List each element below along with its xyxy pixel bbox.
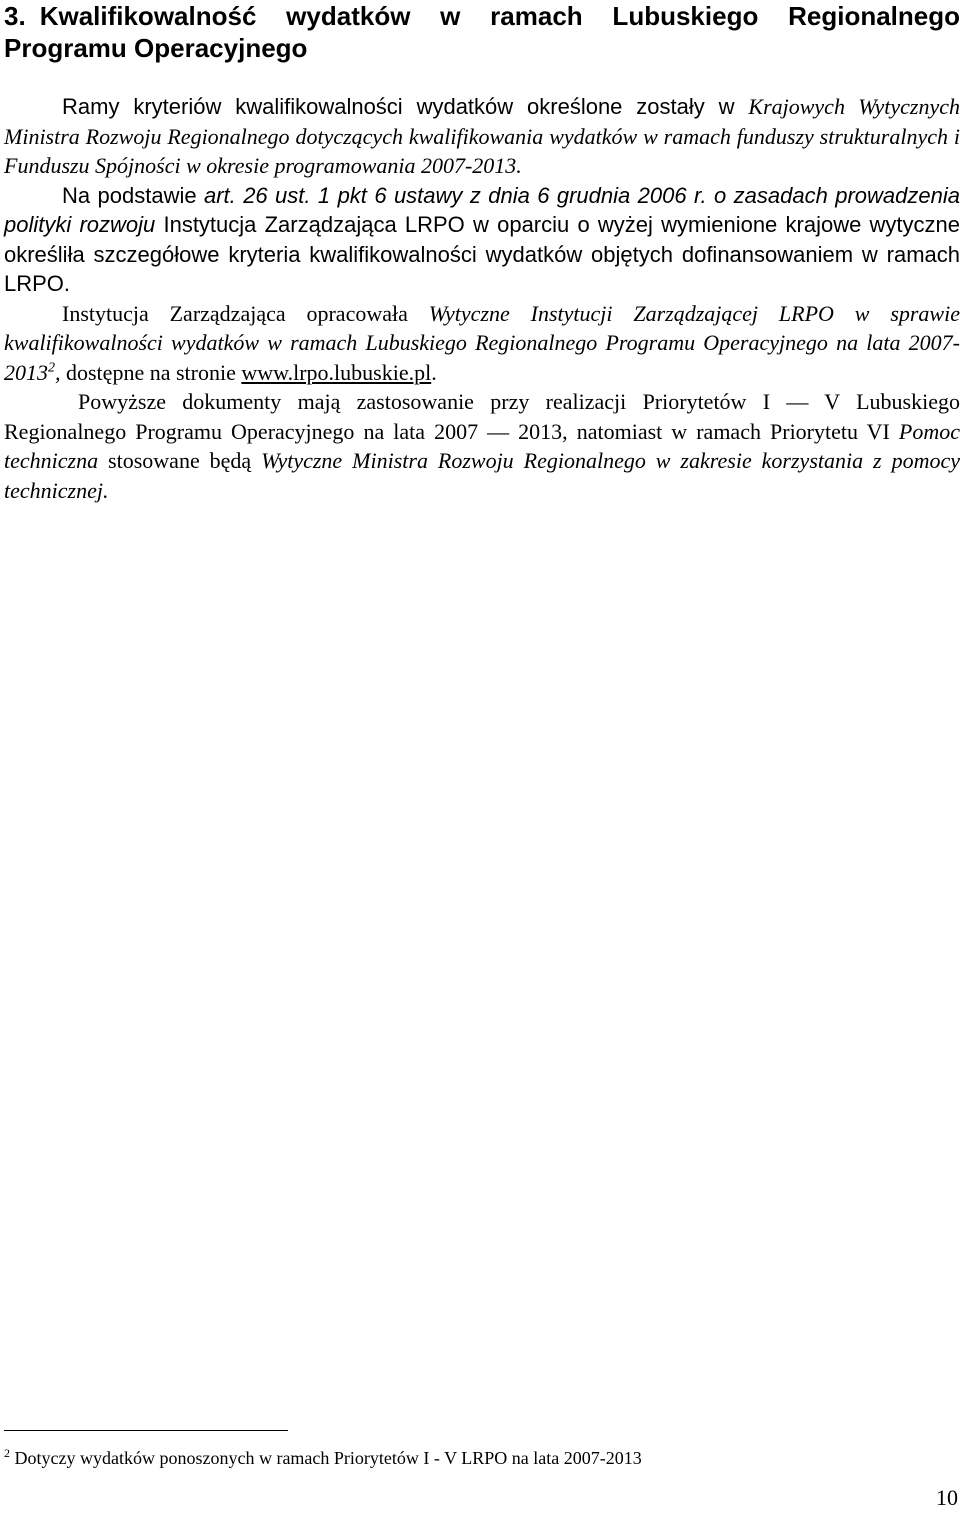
paragraph-4-text: Powyższe dokumenty mają zastosowanie przy realizacji Priorytetów I — V Lubuskiego Regionalnego Programu Operacyjnego na lata 2007 — 2013, natomiast w ramach Priorytetu VI (4, 389, 960, 444)
paragraph-4-mid: stosowane będą (98, 448, 262, 473)
page-number: 10 (936, 1485, 958, 1510)
footnote-separator (4, 1430, 288, 1431)
paragraph-1 (4, 92, 960, 181)
section-title: Kwalifikowalność wydatków w ramach Lubuskiego Regionalnego Programu Operacyjnego (4, 1, 960, 63)
act-citation: art. 26 ust. 1 pkt 6 ustawy z dnia 6 grudnia 2006 r. o zasadach prowadzenia polityki rozwoju (4, 182, 960, 237)
paragraph-2-text: Na podstawie (62, 182, 204, 208)
paragraph-3 (4, 299, 960, 388)
footnote-mark: 2 (4, 1446, 10, 1460)
paragraph-3-end: . (431, 359, 437, 385)
guidelines-title: Krajowych Wytycznych Ministra Rozwoju Regionalnego dotyczących kwalifikowania wydatków w ramach funduszy strukturalnych i Funduszu Spójności w okresie programowania 2007-2013. (4, 94, 960, 178)
paragraph-2-rest: Instytucja Zarządzająca LRPO w oparciu o wyżej wymienione krajowe wytyczne określiła szczegółowe kryteria kwalifikowalności wydatków objętych dofinansowaniem w ramach LRPO. (4, 212, 960, 296)
footnote-text: Dotyczy wydatków ponoszonych w ramach Priorytetów I - V LRPO na lata 2007-2013 (10, 1448, 642, 1468)
paragraph-2 (4, 181, 960, 299)
paragraph-3-text: Instytucja Zarządzająca opracowała (62, 300, 429, 326)
document-body (4, 92, 960, 505)
paragraph-1-text: Ramy kryteriów kwalifikowalności wydatków określone zostały w (62, 94, 749, 119)
footnote (4, 1446, 960, 1470)
technical-aid-guidelines: Wytyczne Ministra Rozwoju Regionalnego w zakresie korzystania z pomocy technicznej. (4, 448, 960, 503)
footnote-reference[interactable]: 2 (48, 360, 55, 376)
lrpo-website-link[interactable]: www.lrpo.lubuskie.pl (241, 359, 432, 385)
paragraph-4 (4, 387, 960, 505)
priority-name: Pomoc techniczna (4, 418, 960, 473)
paragraph-3-comma: , (55, 359, 61, 385)
section-heading (4, 0, 960, 64)
section-number: 3. (4, 1, 26, 31)
paragraph-3-rest: dostępne na stronie (60, 359, 242, 385)
iz-guidelines-title: Wytyczne Instytucji Zarządzającej LRPO w sprawie kwalifikowalności wydatków w ramach Lubuskiego Regionalnego Programu Operacyjnego na lata 2007-2013 (4, 300, 960, 385)
